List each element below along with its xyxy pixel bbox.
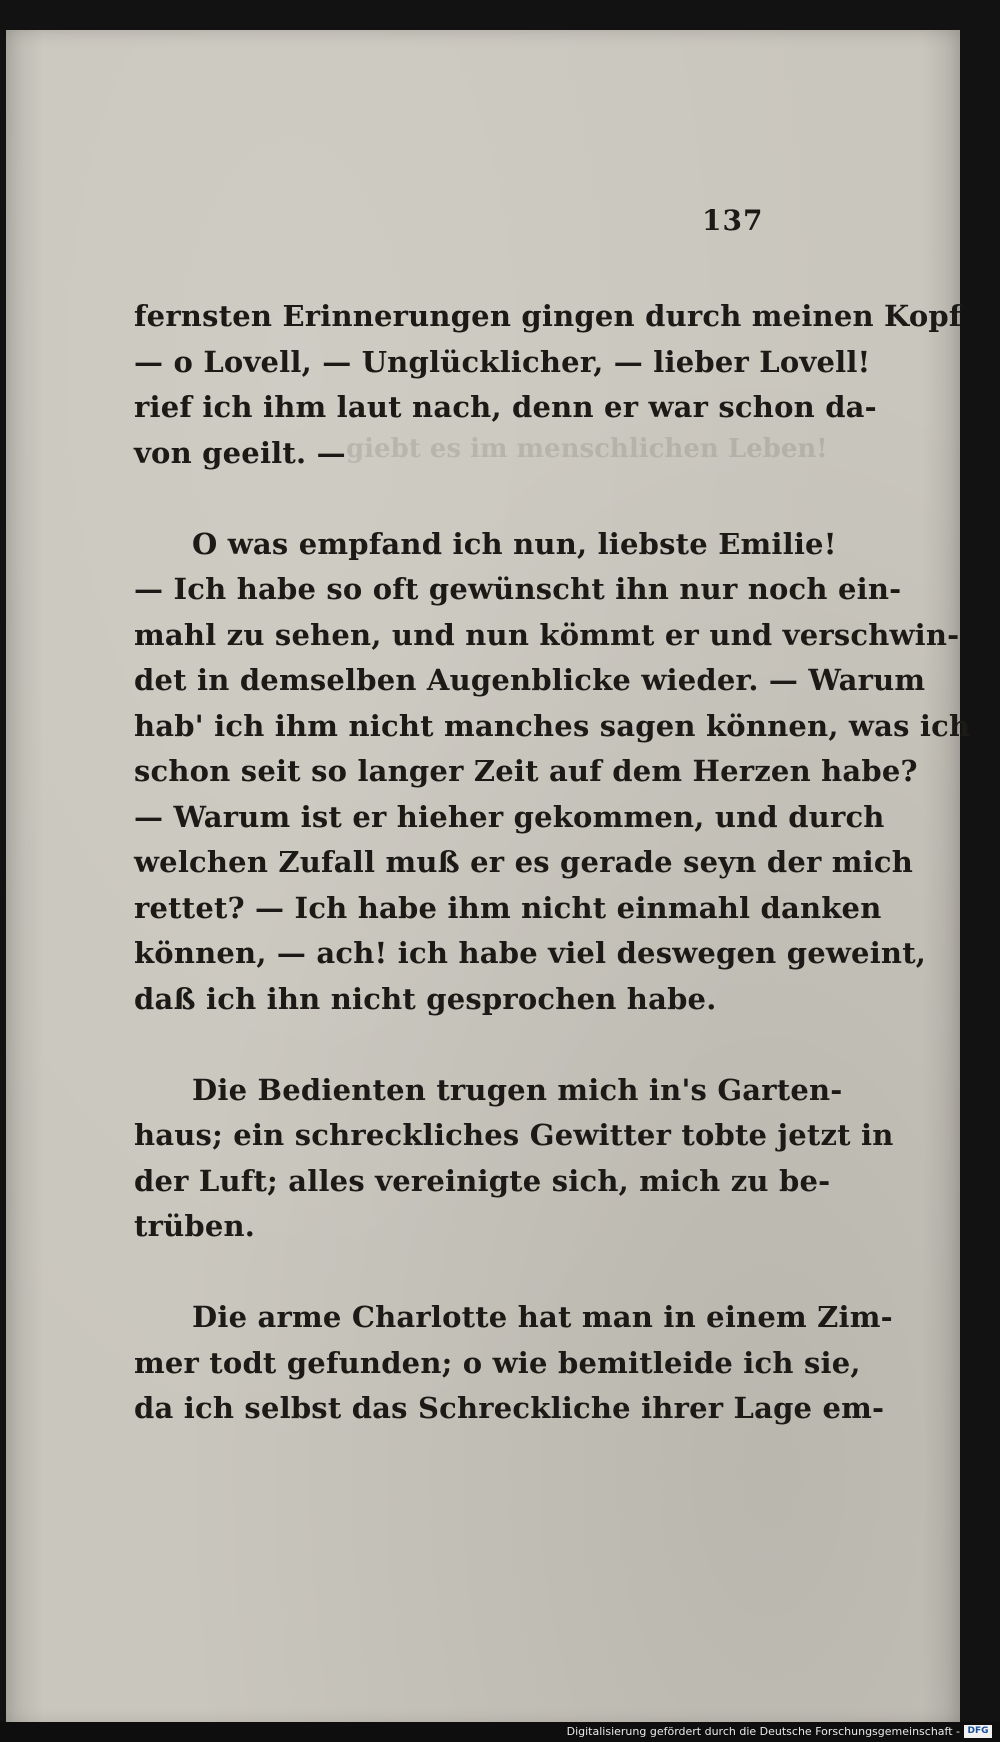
text-line: haus; ein schreckliches Gewitter tobte jetzt in <box>134 1118 894 1152</box>
text-line: — Warum ist er hieher gekommen, und durch <box>134 799 885 834</box>
text-line: det in demselben Augenblicke wieder. — Warum <box>134 663 926 697</box>
text-line: Die arme Charlotte hat man in einem Zim- <box>192 1300 893 1334</box>
text-line: daß ich ihn nicht gesprochen habe. <box>134 981 717 1016</box>
funding-credit: Digitalisierung gefördert durch die Deutsche Forschungsgemeinschaft - <box>566 1725 960 1738</box>
text-line: der Luft; alles vereinigte sich, mich zu be- <box>134 1163 831 1198</box>
paragraph-4 <box>134 1295 893 1432</box>
paragraph-2 <box>134 522 971 1023</box>
text-line: — Ich habe so oft gewünscht ihn nur noch ein- <box>134 572 902 606</box>
book-page <box>6 30 971 1726</box>
text-line: O was empfand ich nun, liebste Emilie! <box>192 526 837 561</box>
text-line: fernsten Erinnerungen gingen durch meinen Kopf <box>134 299 962 333</box>
text-line: von geeilt. — <box>134 435 346 470</box>
text-line: schon seit so langer Zeit auf dem Herzen habe? <box>134 754 918 788</box>
page-number: 137 <box>702 204 764 237</box>
text-line: trüben. <box>134 1209 256 1243</box>
paragraph-3 <box>134 1068 894 1250</box>
dfg-logo: DFG <box>964 1725 992 1738</box>
text-line: welchen Zufall muß er es gerade seyn der mich <box>134 845 914 879</box>
text-line: hab' ich ihm nicht manches sagen können, was ich <box>134 708 971 743</box>
text-line: da ich selbst das Schreckliche ihrer Lage em- <box>134 1391 885 1425</box>
text-line: mer todt gefunden; o wie bemitleide ich sie, <box>134 1345 861 1380</box>
text-line: rettet? — Ich habe ihm nicht einmahl danken <box>134 890 882 925</box>
page-body <box>134 294 971 1477</box>
text-line: — o Lovell, — Unglücklicher, — lieber Lovell! <box>134 344 871 379</box>
text-line: mahl zu sehen, und nun kömmt er und verschwin- <box>134 617 960 652</box>
paragraph-1 <box>134 294 962 476</box>
text-line: rief ich ihm laut nach, denn er war schon da- <box>134 390 877 424</box>
footer-bar <box>0 1722 1000 1742</box>
show-through-text: giebt es im menschlichen Leben! <box>346 434 828 464</box>
text-line: Die Bedienten trugen mich in's Garten- <box>192 1072 843 1107</box>
text-line: können, — ach! ich habe viel deswegen geweint, <box>134 936 927 970</box>
